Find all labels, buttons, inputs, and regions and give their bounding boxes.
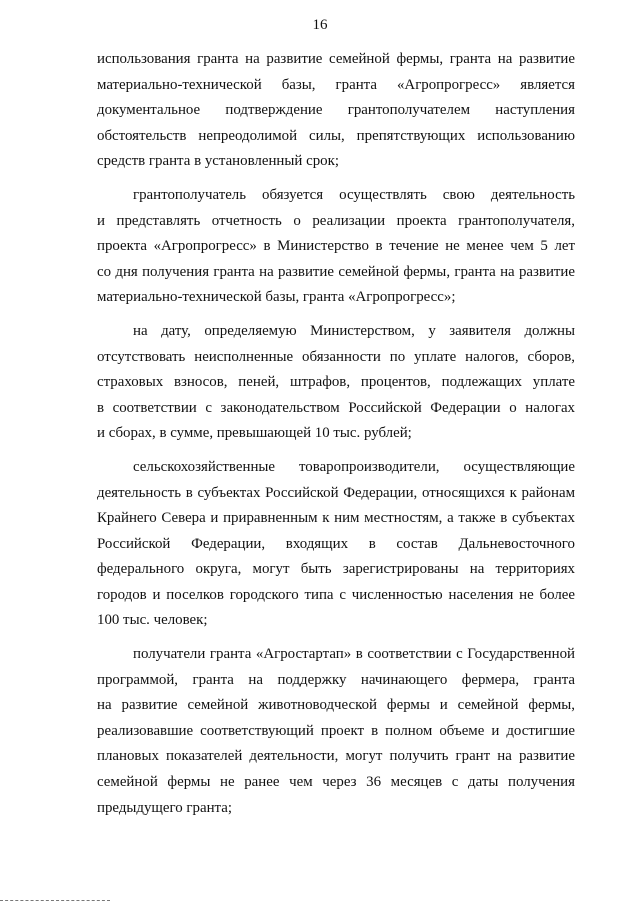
paragraph-line: семейной фермы не ранее чем через 36 месяцев с даты получения bbox=[97, 774, 575, 791]
paragraph-line: документальное подтверждение грантополучателем наступления bbox=[97, 102, 575, 119]
paragraph-line: проекта «Агропрогресс» в Министерство в течение не менее чем 5 лет bbox=[97, 238, 575, 255]
paragraph-line: страховых взносов, пеней, штрафов, процентов, подлежащих уплате bbox=[97, 374, 575, 391]
paragraph-grant-usage bbox=[97, 47, 575, 175]
paragraph-line: со дня получения гранта на развитие семейной фермы, гранта на развитие bbox=[97, 263, 575, 280]
paragraph-line: реализовавшие соответствующий проект в полном объеме и достигшие bbox=[97, 722, 575, 739]
paragraph-far-north-producers bbox=[97, 455, 575, 634]
paragraph-line: на дату, определяемую Министерством, у заявителя должны bbox=[133, 322, 575, 339]
paragraph-agrostartap-recipients bbox=[97, 642, 575, 821]
paragraph-line: обстоятельств непреодолимой силы, препятствующих использованию bbox=[97, 127, 575, 144]
paragraph-line: федерального округа, могут быть зарегистрированы на территориях bbox=[97, 561, 575, 578]
paragraph-line: в соответствии с законодательством Российской Федерации о налогах bbox=[97, 399, 575, 416]
paragraph-tax-obligations bbox=[97, 319, 575, 447]
footer-divider bbox=[0, 900, 110, 901]
paragraph-line: использования гранта на развитие семейной фермы, гранта на развитие bbox=[97, 51, 575, 67]
paragraph-line: Крайнего Севера и приравненным к ним местностям, а также в субъектах bbox=[97, 510, 575, 527]
paragraph-line: программой, гранта на поддержку начинающего фермера, гранта bbox=[97, 671, 575, 688]
paragraph-line: Российской Федерации, входящих в состав Дальневосточного bbox=[97, 535, 575, 552]
page-number: 16 bbox=[312, 17, 328, 33]
paragraph-line: средств гранта в установленный срок; bbox=[97, 153, 339, 170]
paragraph-line: материально-технической базы, гранта «Агропрогресс» является bbox=[97, 76, 575, 93]
paragraph-line: городов и поселков городского типа с численностью населения не более bbox=[97, 586, 575, 603]
paragraph-line: грантополучатель обязуется осуществлять свою деятельность bbox=[133, 186, 575, 203]
paragraph-line: сельскохозяйственные товаропроизводители, осуществляющие bbox=[133, 458, 575, 475]
document-body bbox=[97, 47, 575, 821]
paragraph-line: предыдущего гранта; bbox=[97, 799, 232, 816]
paragraph-line: и представлять отчетность о реализации проекта грантополучателя, bbox=[97, 212, 575, 229]
paragraph-reporting-obligation bbox=[97, 183, 575, 311]
paragraph-line: материально-технической базы, гранта «Агропрогресс»; bbox=[97, 289, 456, 306]
paragraph-line: получатели гранта «Агростартап» в соответствии с Государственной bbox=[133, 646, 575, 663]
paragraph-line: деятельность в субъектах Российской Федерации, относящихся к районам bbox=[97, 484, 575, 501]
paragraph-line: на развитие семейной животноводческой фермы и семейной фермы, bbox=[97, 697, 575, 714]
paragraph-line: и сборах, в сумме, превышающей 10 тыс. рублей; bbox=[97, 425, 412, 442]
paragraph-line: 100 тыс. человек; bbox=[97, 612, 208, 629]
paragraph-line: отсутствовать неисполненные обязанности по уплате налогов, сборов, bbox=[97, 348, 575, 365]
paragraph-line: плановых показателей деятельности, могут получить грант на развитие bbox=[97, 748, 575, 765]
